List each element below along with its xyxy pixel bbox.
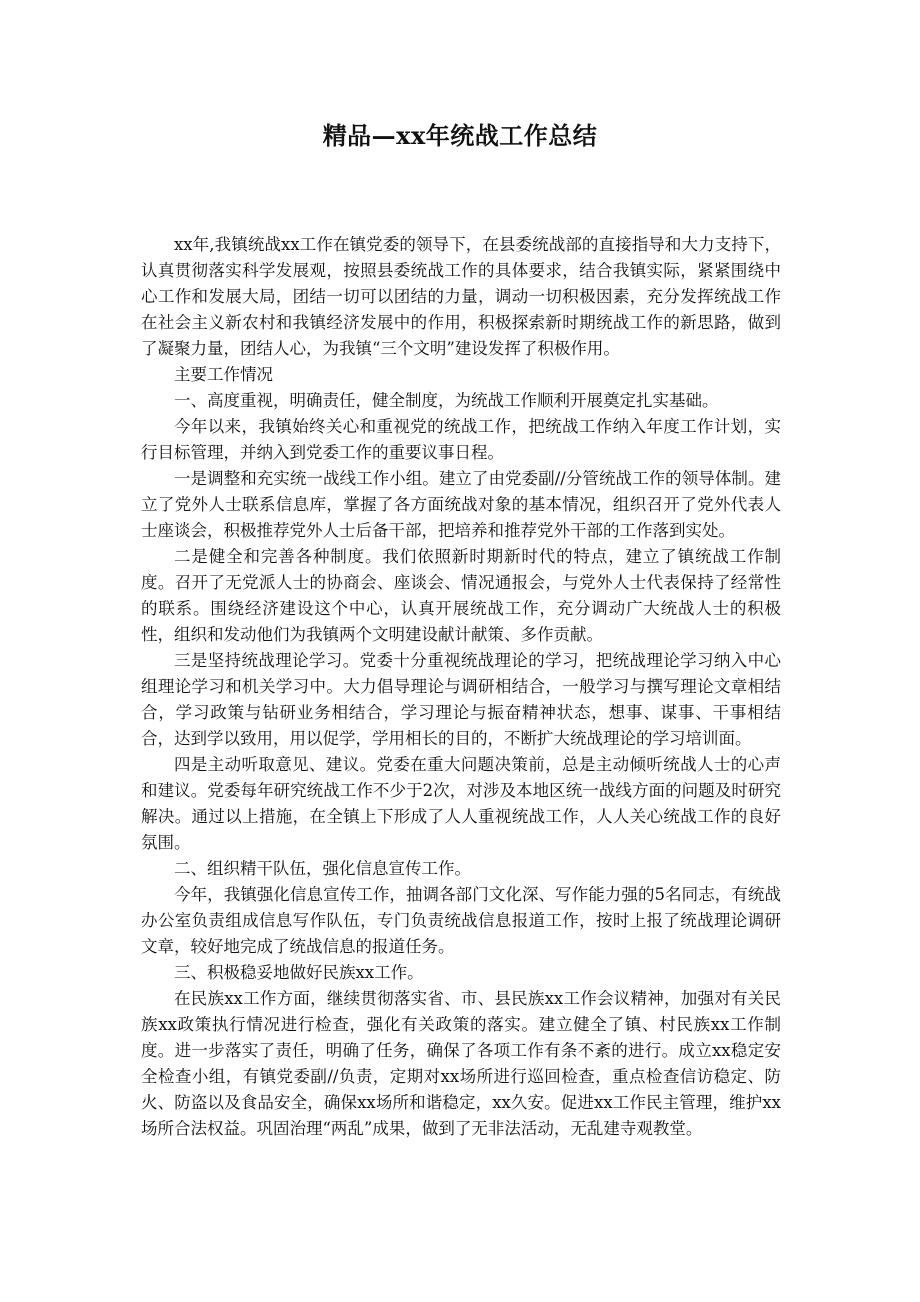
paragraph-section-1-intro: 今年以来，我镇始终关心和重视党的统战工作，把统战工作纳入年度工作计划，实行目标管理，并纳入到党委工作的重要议事日程。	[141, 417, 781, 462]
heading-main-work: 主要工作情况	[174, 365, 273, 384]
heading-section-2: 二、组织精干队伍，强化信息宣传工作。	[174, 859, 471, 878]
heading-section-1: 一、高度重视，明确责任，健全制度，为统战工作顺利开展奠定扎实基础。	[174, 391, 719, 410]
document-body	[141, 232, 781, 1142]
document-title: 精品—xx年统战工作总结	[322, 121, 598, 150]
heading-section-3: 三、积极稳妥地做好民族xx工作。	[174, 963, 424, 982]
paragraph-section-3: 在民族xx工作方面，继续贯彻落实省、市、县民族xx工作会议精神，加强对有关民族xx政策执行情况进行检查，强化有关政策的落实。建立健全了镇、村民族xx工作制度。进一步落实了责任，明确了任务，确保了各项工作有条不紊的进行。成立xx稳定安全检查小组，有镇党委副//负责，定期对xx场所进行巡回检查，重点检查信访稳定、防火、防盗以及食品安全，确保xx场所和谐稳定，xx久安。促进xx工作民主管理，维护xx场所合法权益。巩固治理“两乱”成果，做到了无非法活动，无乱建寺观教堂。	[141, 989, 781, 1138]
paragraph-item-1: 一是调整和充实统一战线工作小组。建立了由党委副//分管统战工作的领导体制。建立了党外人士联系信息库，掌握了各方面统战对象的基本情况，组织召开了党外代表人士座谈会，积极推荐党外人士后备干部，把培养和推荐党外干部的工作落到实处。	[141, 469, 781, 540]
paragraph-item-2: 二是健全和完善各种制度。我们依照新时期新时代的特点，建立了镇统战工作制度。召开了无党派人士的协商会、座谈会、情况通报会，与党外人士代表保持了经常性的联系。围绕经济建设这个中心，认真开展统战工作，充分调动广大统战人士的积极性，组织和发动他们为我镇两个文明建设献计献策、多作贡献。	[141, 547, 781, 644]
paragraph-intro: xx年,我镇统战xx工作在镇党委的领导下，在县委统战部的直接指导和大力支持下，认真贯彻落实科学发展观，按照县委统战工作的具体要求，结合我镇实际，紧紧围绕中心工作和发展大局，团结一切可以团结的力量，调动一切积极因素，充分发挥统战工作在社会主义新农村和我镇经济发展中的作用，积极探索新时期统战工作的新思路，做到了凝聚力量，团结人心，为我镇“三个文明”建设发挥了积极作用。	[141, 235, 781, 358]
paragraph-item-3: 三是坚持统战理论学习。党委十分重视统战理论的学习，把统战理论学习纳入中心组理论学习和机关学习中。大力倡导理论与调研相结合，一般学习与撰写理论文章相结合，学习政策与钻研业务相结合，学习理论与振奋精神状态，想事、谋事、干事相结合，达到学以致用，用以促学，学用相长的目的，不断扩大统战理论的学习培训面。	[141, 651, 781, 748]
paragraph-item-4: 四是主动听取意见、建议。党委在重大问题决策前，总是主动倾听统战人士的心声和建议。党委每年研究统战工作不少于2次，对涉及本地区统一战线方面的问题及时研究解决。通过以上措施，在全镇上下形成了人人重视统战工作，人人关心统战工作的良好氛围。	[141, 755, 781, 852]
paragraph-section-2: 今年，我镇强化信息宣传工作，抽调各部门文化深、写作能力强的5名同志，有统战办公室负责组成信息写作队伍，专门负责统战信息报道工作，按时上报了统战理论调研文章，较好地完成了统战信息的报道任务。	[141, 885, 781, 956]
